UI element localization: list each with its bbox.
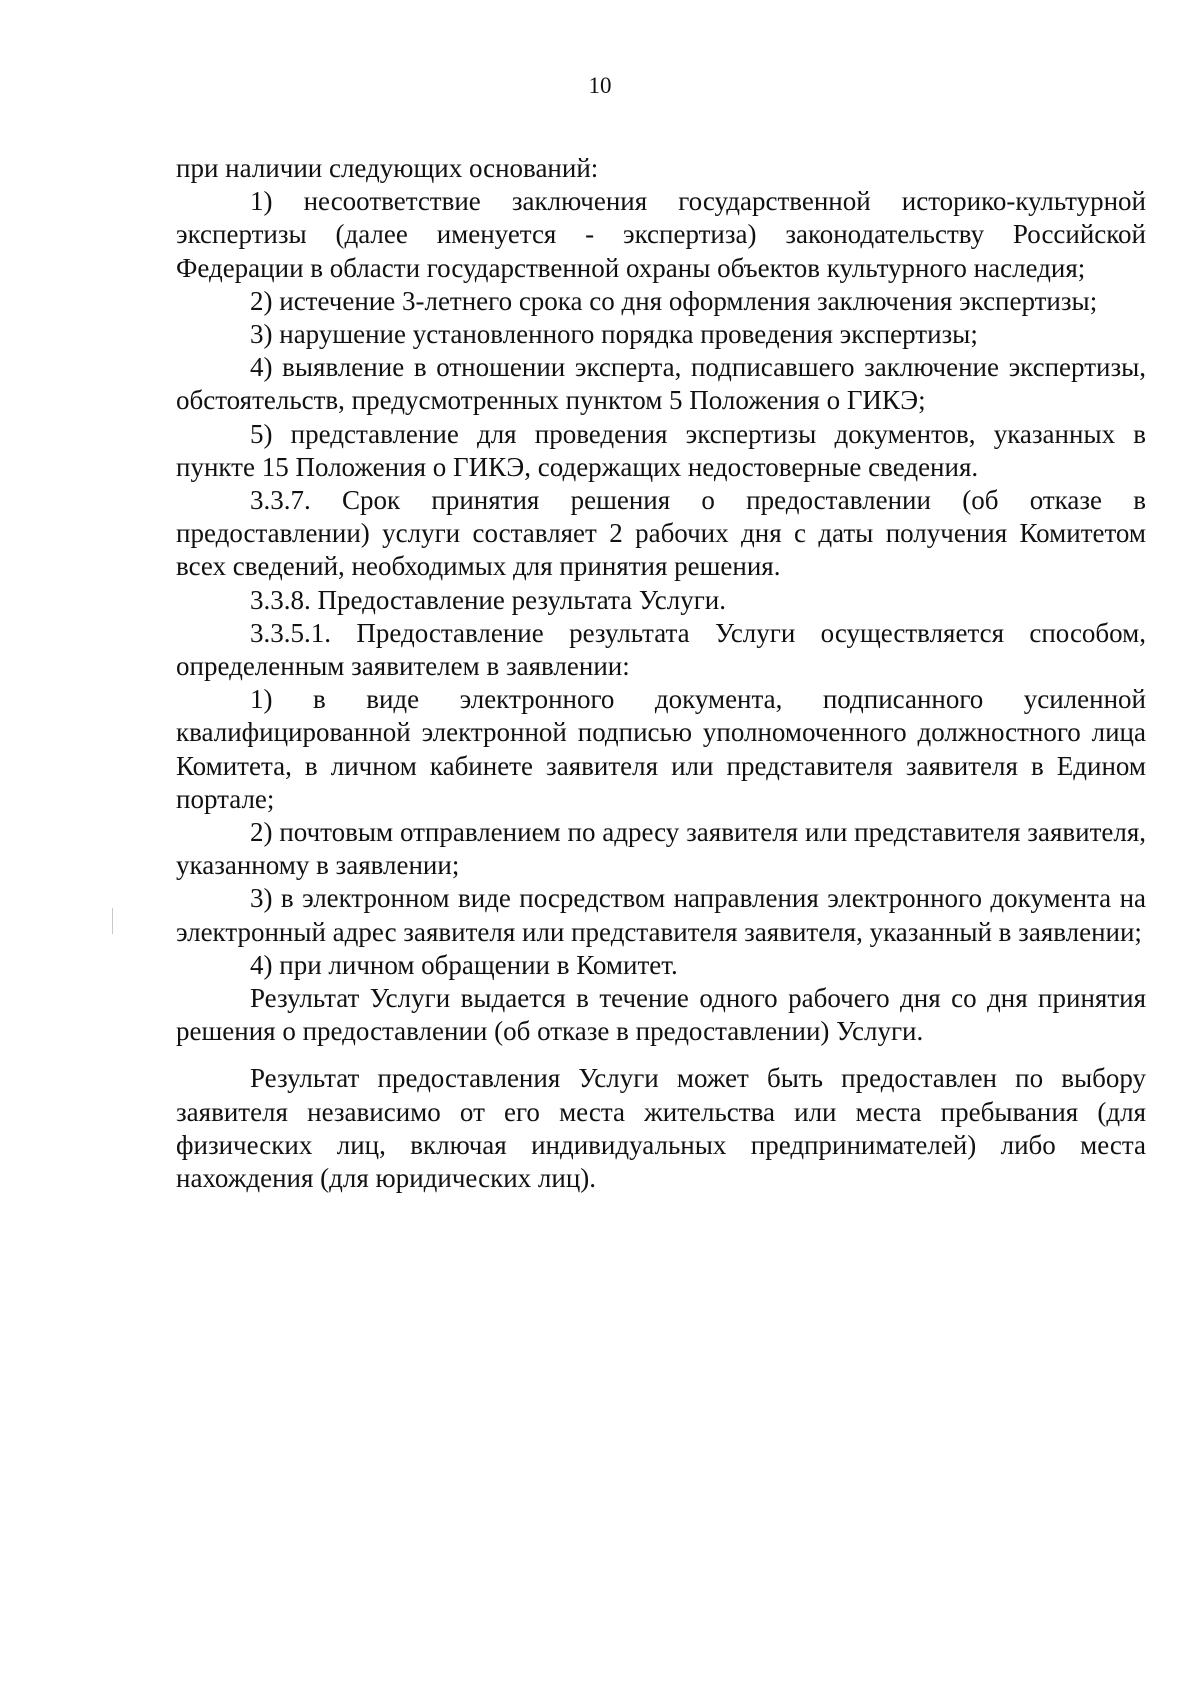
paragraph-result-location: Результат предоставления Услуги может быть предоставлен по выбору заявителя независимо от его места жительства или места пребывания (для физических лиц, включая индивидуальных предпринимателей) либо места нахождения (для юридических лиц). bbox=[176, 1063, 1146, 1194]
paragraph-3-3-5-1: 3.3.5.1. Предоставление результата Услуги осуществляется способом, определенным заявителем в заявлении: bbox=[176, 617, 1146, 682]
paragraph-intro: при наличии следующих оснований: bbox=[176, 153, 599, 183]
paragraph-3-3-7: 3.3.7. Срок принятия решения о предоставлении (об отказе в предоставлении) услуги составляет 2 рабочих дня с даты получения Комитетом всех сведений, необходимых для принятия решения. bbox=[176, 485, 1146, 582]
paragraph-ground-2: 2) истечение 3-летнего срока со дня оформления заключения экспертизы; bbox=[250, 285, 1098, 316]
paragraph-method-3: 3) в электронном виде посредством направления электронного документа на электронный адрес заявителя или представителя заявителя, указанный в заявлении; bbox=[176, 883, 1146, 947]
paragraph-ground-5: 5) представление для проведения экспертизы документов, указанных в пункте 15 Положения о ГИКЭ, содержащих недостоверные сведения. bbox=[176, 418, 1146, 482]
paragraph-method-1: 1) в виде электронного документа, подписанного усиленной квалифицированной электронной подписью уполномоченного должностного лица Комитета, в личном кабинете заявителя или представителя заявителя в Едином портале; bbox=[176, 684, 1146, 814]
scan-mark bbox=[112, 908, 113, 934]
paragraph-result-timing: Результат Услуги выдается в течение одного рабочего дня со дня принятия решения о предоставлении (об отказе в предоставлении) Услуги. bbox=[176, 983, 1146, 1047]
page-number: 10 bbox=[588, 73, 612, 98]
paragraph-ground-3: 3) нарушение установленного порядка проведения экспертизы; bbox=[250, 319, 978, 350]
paragraph-method-4: 4) при личном обращении в Комитет. bbox=[250, 949, 678, 980]
paragraph-method-2: 2) почтовым отправлением по адресу заявителя или представителя заявителя, указанному в заявлении; bbox=[176, 817, 1146, 881]
document-body bbox=[176, 152, 1146, 1195]
paragraph-ground-1: 1) несоответствие заключения государственной историко-культурной экспертизы (далее именуется - экспертиза) законодательству Российской Федерации в области государственной охраны объектов культурного наследия; bbox=[176, 186, 1146, 283]
paragraph-ground-4: 4) выявление в отношении эксперта, подписавшего заключение экспертизы, обстоятельств, предусмотренных пунктом 5 Положения о ГИКЭ; bbox=[176, 352, 1146, 416]
paragraph-3-3-8: 3.3.8. Предоставление результата Услуги. bbox=[250, 584, 726, 615]
